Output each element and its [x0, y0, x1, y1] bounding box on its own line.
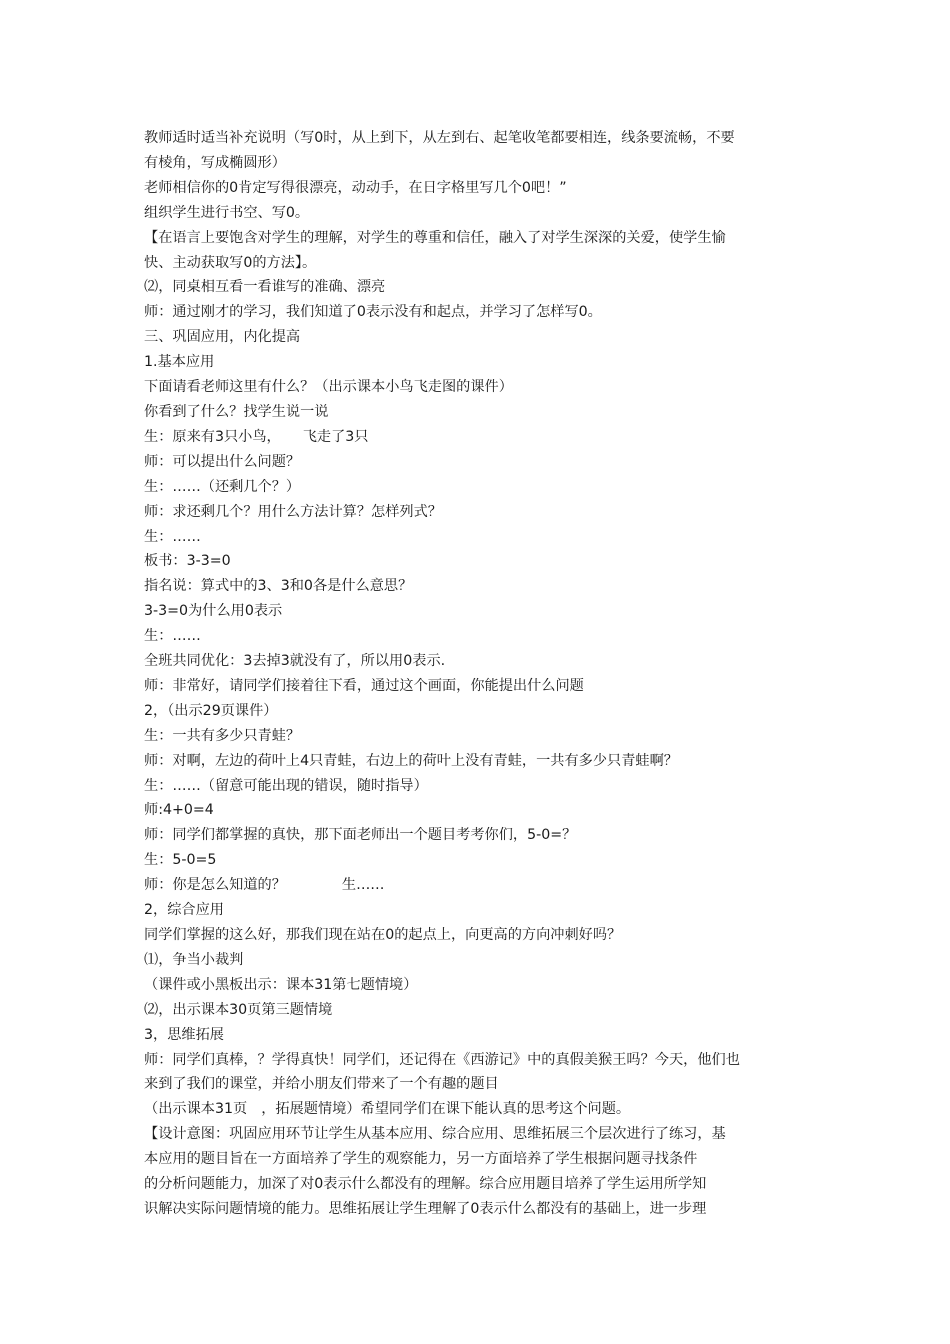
- text-line: 识解决实际问题情境的能力。思维拓展让学生理解了0表示什么都没有的基础上，进一步理: [144, 1200, 707, 1217]
- text-line: 师：非常好，请同学们接着往下看，通过这个画面，你能提出什么问题: [144, 677, 584, 694]
- text-line: 【在语言上要饱含对学生的理解，对学生的尊重和信任，融入了对学生深深的关爱，使学生愉: [144, 229, 726, 246]
- text-line: 师：同学们都掌握的真快，那下面老师出一个题目考考你们，5-0=？: [144, 827, 577, 844]
- text-line: 师：对啊，左边的荷叶上4只青蛙，右边上的荷叶上没有青蛙，一共有多少只青蛙啊？: [144, 752, 678, 769]
- subsection-heading: 2，综合应用: [144, 902, 224, 919]
- text-line: 师：通过刚才的学习，我们知道了0表示没有和起点，并学习了怎样写0。: [144, 304, 602, 321]
- text-line: 指名说：算式中的3、3和0各是什么意思？: [144, 578, 413, 595]
- text-line: 组织学生进行书空、写0。: [144, 204, 310, 221]
- text-segment: 飞走了3只: [302, 428, 369, 445]
- text-line: （课件或小黑板出示：课本31第七题情境）: [144, 976, 418, 993]
- text-line: [144, 1097, 812, 1122]
- text-line: 师：可以提出什么问题？: [144, 453, 301, 470]
- text-line: 下面请看老师这里有什么？（出示课本小鸟飞走图的课件）: [144, 379, 513, 396]
- text-line: 来到了我们的课堂，并给小朋友们带来了一个有趣的题目: [144, 1076, 499, 1093]
- text-line: 生：……（还剩几个？）: [144, 478, 301, 495]
- text-line: 老师相信你的0肯定写得很漂亮，动动手，在日字格里写几个0吧！”: [144, 179, 567, 196]
- text-segment: ，拓展题情境）希望同学们在课下能认真的思考这个问题。: [261, 1101, 631, 1118]
- text-line: 师：求还剩几个？用什么方法计算？怎样列式？: [144, 503, 442, 520]
- text-segment: （出示课本31页: [144, 1101, 248, 1118]
- text-line: [144, 873, 812, 898]
- text-line: 师：同学们真棒，？学得真快！同学们，还记得在《西游记》中的真假美猴王吗？今天，他们也: [144, 1051, 740, 1068]
- text-line: 快、主动获取写0的方法】。: [144, 254, 317, 271]
- text-line: 板书：3-3=0: [144, 553, 231, 570]
- subsection-heading: 3，思维拓展: [144, 1026, 224, 1043]
- text-line: 全班共同优化：3去掉3就没有了，所以用0表示.: [144, 653, 446, 670]
- text-line: ⑵，同桌相互看一看谁写的准确、漂亮: [144, 279, 386, 296]
- text-line: 3-3=0为什么用0表示: [144, 603, 283, 620]
- text-line: 师:4+0=4: [144, 802, 214, 819]
- text-line: 教师适时适当补充说明（写0时，从上到下，从左到右、起笔收笔都要相连，线条要流畅，不要: [144, 130, 735, 146]
- text-line: [144, 425, 812, 450]
- text-segment: 生……: [341, 877, 385, 894]
- subsection-heading: 1.基本应用: [144, 354, 215, 371]
- text-line: 生：5-0=5: [144, 852, 217, 869]
- text-line: 有棱角，写成椭圆形）: [144, 154, 286, 171]
- text-line: 2，（出示29页课件）: [144, 702, 278, 719]
- text-line: ⑴，争当小裁判: [144, 951, 244, 968]
- text-line: 你看到了什么？找学生说一说: [144, 403, 329, 420]
- text-line: 的分析问题能力，加深了对0表示什么都没有的理解。综合应用题目培养了学生运用所学知: [144, 1176, 707, 1193]
- text-line: 本应用的题目旨在一方面培养了学生的观察能力，另一方面培养了学生根据问题寻找条件: [144, 1151, 698, 1168]
- text-segment: 师：你是怎么知道的？: [144, 877, 286, 894]
- document-body: [144, 126, 812, 1222]
- text-line: 生：……: [144, 528, 201, 545]
- text-line: 生：……（留意可能出现的错误，随时指导）: [144, 777, 428, 794]
- text-line: 生：……: [144, 628, 201, 645]
- text-line: 生：一共有多少只青蛙？: [144, 727, 301, 744]
- text-line: ⑵，出示课本30页第三题情境: [144, 1001, 333, 1018]
- text-line: 【设计意图：巩固应用环节让学生从基本应用、综合应用、思维拓展三个层次进行了练习，基: [144, 1126, 726, 1143]
- text-segment: 生：原来有3只小鸟，: [144, 428, 281, 445]
- text-line: 同学们掌握的这么好，那我们现在站在0的起点上，向更高的方向冲刺好吗？: [144, 927, 622, 943]
- section-heading: 三、巩固应用，内化提高: [144, 329, 301, 346]
